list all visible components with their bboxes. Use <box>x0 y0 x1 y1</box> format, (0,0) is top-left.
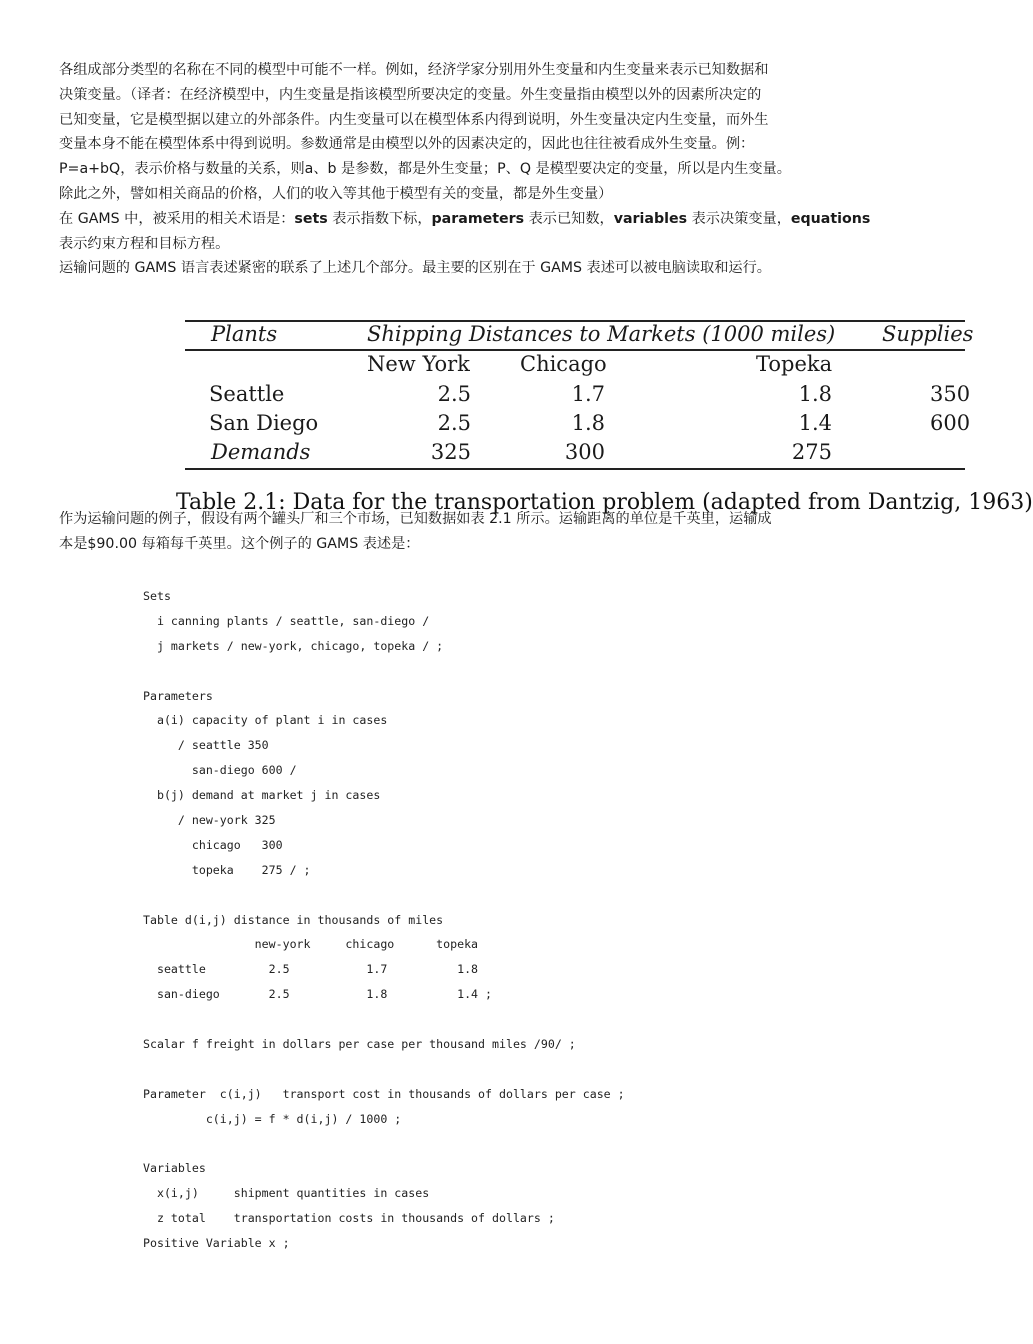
row-label-seattle: Seattle <box>209 382 285 406</box>
demand-new-york: 325 <box>430 440 471 464</box>
supply-seattle: 350 <box>930 382 971 406</box>
text-line: 决策变量。（译者：在经济模型中，内生变量是指该模型所要决定的变量。外生变量指由模型以外的因素所决定的 <box>59 86 762 103</box>
cell-san-diego-chicago: 1.8 <box>571 411 605 435</box>
text-line: 变量本身不能在模型体系中得到说明。参数通常是由模型以外的因素决定的，因此也往往被看成外生变量。例： <box>59 136 755 153</box>
text-line: 作为运输问题的例子，假设有两个罐头厂和三个市场，已知数据如表 2.1 所示。运输距离的单位是千英里，运输成 <box>59 511 772 527</box>
text: 表示已知数， <box>524 211 614 227</box>
text: 表示指数下标， <box>327 211 432 227</box>
text-line: 本是$90.00 每箱每千英里。这个例子的 GAMS 表述是： <box>59 535 420 552</box>
cell-seattle-new-york: 2.5 <box>437 382 471 406</box>
market-chicago: Chicago <box>520 352 607 376</box>
code-line: / new-york 325 <box>143 813 276 828</box>
text: 表示决策变量， <box>687 211 791 227</box>
cell-san-diego-topeka: 1.4 <box>798 411 832 435</box>
term-parameters: parameters <box>431 211 525 227</box>
text-line: 除此之外，譬如相关商品的价格，人们的收入等其他于模型有关的变量，都是外生变量） <box>59 185 613 202</box>
text-line: 已知变量，它是模型据以建立的外部条件。内生变量可以在模型体系内得到说明，外生变量决定内生变量，而外生 <box>59 111 769 128</box>
header-plants: Plants <box>211 322 278 346</box>
code-line <box>143 1132 625 1157</box>
gams-terms-paragraph <box>59 207 899 257</box>
text-line: 表示约束方程和目标方程。 <box>59 235 230 252</box>
market-topeka: Topeka <box>756 352 833 376</box>
code-line: new-york chicago topeka <box>143 937 479 952</box>
code-line: b(j) demand at market j in cases <box>143 788 381 803</box>
code-line: san-diego 600 / <box>143 763 297 778</box>
code-line: Parameter c(i,j) transport cost in thousands of dollars per case ; <box>143 1086 625 1101</box>
code-line <box>143 1057 625 1082</box>
header-supplies: Supplies <box>882 322 974 346</box>
supply-san-diego: 600 <box>930 411 971 435</box>
text-line: P=a+bQ，表示价格与数量的关系，则a、b 是参数，都是外生变量；P、Q 是模型要决定的变量，所以是内生变量。 <box>59 161 791 178</box>
code-line: c(i,j) = f * d(i,j) / 1000 ; <box>143 1111 402 1126</box>
gams-code-block <box>143 584 625 1256</box>
term-variables: variables <box>613 211 688 227</box>
table-caption: Table 2.1: Data for the transportation problem (adapted from Dantzig, 1963) <box>176 490 1033 515</box>
code-line: z total transportation costs in thousands of dollars ; <box>143 1211 555 1226</box>
code-line <box>143 1007 625 1032</box>
demand-topeka: 275 <box>791 440 832 464</box>
table-bottom-rule <box>185 468 965 470</box>
cell-seattle-chicago: 1.7 <box>571 382 605 406</box>
demand-chicago: 300 <box>564 440 605 464</box>
code-line: a(i) capacity of plant i in cases <box>143 713 388 728</box>
code-line: topeka 275 / ; <box>143 862 311 877</box>
code-line: Positive Variable x ; <box>143 1236 290 1251</box>
code-line: Variables <box>143 1161 206 1176</box>
cell-san-diego-new-york: 2.5 <box>437 411 471 435</box>
code-line: seattle 2.5 1.7 1.8 <box>143 962 479 977</box>
term-equations: equations <box>790 211 871 227</box>
term-sets: sets <box>294 211 328 227</box>
code-line: san-diego 2.5 1.8 1.4 ; <box>143 987 493 1002</box>
code-line <box>143 659 625 684</box>
code-line: chicago 300 <box>143 837 283 852</box>
code-line: j markets / new-york, chicago, topeka / ; <box>143 638 444 653</box>
row-label-san-diego: San Diego <box>209 411 319 435</box>
text-line: 各组成部分类型的名称在不同的模型中可能不一样。例如，经济学家分别用外生变量和内生变量来表示已知数据和 <box>59 62 769 78</box>
cell-seattle-topeka: 1.8 <box>798 382 832 406</box>
code-line: Table d(i,j) distance in thousands of miles <box>143 912 444 927</box>
code-line: Scalar f freight in dollars per case per thousand miles /90/ ; <box>143 1037 576 1052</box>
code-line <box>143 883 625 908</box>
header-distances: Shipping Distances to Markets (1000 miles) <box>367 322 836 346</box>
text: 在 GAMS 中，被采用的相关术语是： <box>59 211 295 227</box>
code-line: Sets <box>143 589 171 603</box>
row-label-demands: Demands <box>211 440 311 464</box>
market-new-york: New York <box>367 352 470 376</box>
code-line: / seattle 350 <box>143 738 269 753</box>
code-line: Parameters <box>143 688 213 703</box>
gams-intro-paragraph <box>59 256 899 281</box>
code-line: i canning plants / seattle, san-diego / <box>143 613 430 628</box>
code-line: x(i,j) shipment quantities in cases <box>143 1186 430 1201</box>
text-line: 运输问题的 GAMS 语言表述紧密的联系了上述几个部分。最主要的区别在于 GAMS 表述可以被电脑读取和运行。 <box>59 260 771 276</box>
intro-paragraph <box>59 58 899 207</box>
